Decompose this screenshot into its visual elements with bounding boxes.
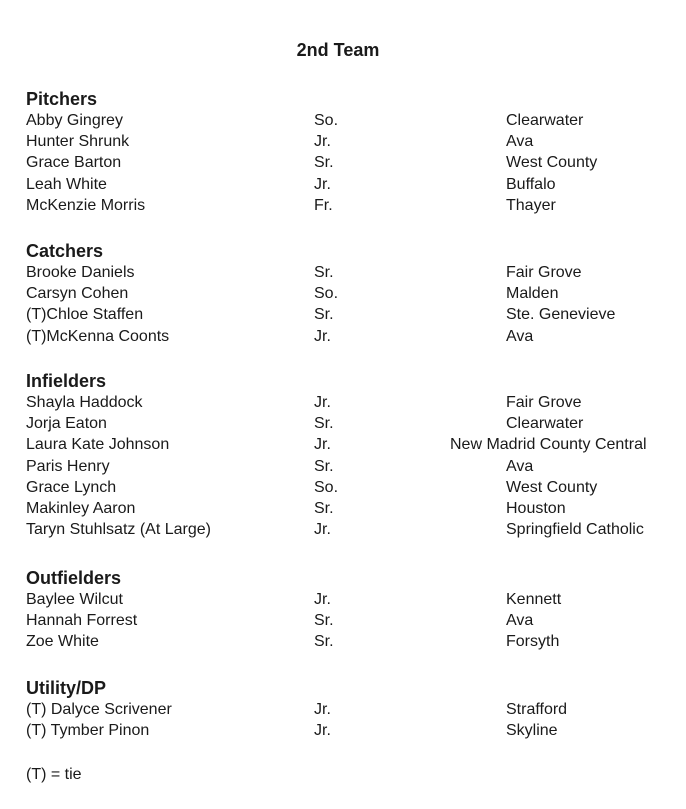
player-name: Zoe White: [26, 633, 99, 651]
player-name: Hunter Shrunk: [26, 133, 130, 151]
player-name: Brooke Daniels: [26, 264, 135, 281]
player-school: New Madrid County Central: [450, 436, 647, 454]
player-name: (T)Chloe Staffen: [26, 306, 144, 324]
player-grade: Jr.: [314, 327, 331, 345]
page-title: 2nd Team: [296, 40, 380, 60]
player-school: Clearwater: [506, 112, 584, 129]
player-grade: Jr.: [314, 394, 331, 411]
section-header-outfielders: Outfielders: [26, 568, 122, 588]
player-school: Ava: [506, 327, 534, 345]
section-utility-dp: [26, 677, 666, 741]
player-grade: Sr.: [314, 612, 334, 630]
player-grade: Sr.: [314, 264, 334, 281]
player-school: Clearwater: [506, 415, 584, 433]
player-name: (T)McKenna Coonts: [26, 327, 170, 345]
player-school: Ava: [506, 457, 534, 475]
player-grade: Jr.: [314, 701, 331, 718]
player-school: Forsyth: [506, 633, 560, 651]
player-row: [26, 456, 666, 477]
player-grade: Fr.: [314, 196, 333, 214]
player-row: [26, 262, 666, 283]
player-name: Shayla Haddock: [26, 394, 143, 411]
player-school: Ava: [506, 133, 534, 151]
player-name: Grace Lynch: [26, 478, 117, 496]
player-name: Leah White: [26, 175, 107, 193]
player-row: [26, 392, 666, 413]
player-grade: Jr.: [314, 521, 331, 539]
player-name: Laura Kate Johnson: [26, 436, 170, 454]
player-grade: Jr.: [314, 722, 331, 740]
player-school: West County: [506, 154, 598, 172]
player-row: [26, 304, 666, 325]
section-catchers: [26, 240, 666, 347]
section-header-utility-dp: Utility/DP: [26, 678, 107, 698]
player-row: [26, 434, 666, 455]
player-row: [26, 413, 666, 434]
section-outfielders: [26, 567, 666, 653]
player-grade: Sr.: [314, 499, 334, 517]
player-row: [26, 498, 666, 519]
player-name: (T) Tymber Pinon: [26, 722, 150, 740]
player-grade: Sr.: [314, 633, 334, 651]
player-school: Ava: [506, 612, 534, 630]
player-row: [26, 152, 666, 173]
player-row: [26, 699, 666, 720]
player-school: Malden: [506, 285, 559, 303]
player-name: (T) Dalyce Scrivener: [26, 701, 172, 718]
player-row: [26, 110, 666, 131]
player-school: Fair Grove: [506, 394, 582, 411]
player-name: Taryn Stuhlsatz (At Large): [26, 521, 211, 539]
player-name: Hannah Forrest: [26, 612, 138, 630]
player-grade: Jr.: [314, 133, 331, 151]
player-school: Ste. Genevieve: [506, 306, 616, 324]
section-header-infielders: Infielders: [26, 371, 107, 391]
player-row: [26, 720, 666, 741]
player-school: Skyline: [506, 722, 558, 740]
player-name: Paris Henry: [26, 457, 110, 475]
player-name: Carsyn Cohen: [26, 285, 129, 303]
player-grade: Jr.: [314, 175, 331, 193]
player-row: [26, 131, 666, 152]
player-name: McKenzie Morris: [26, 196, 146, 214]
section-pitchers: [26, 88, 666, 216]
player-name: Grace Barton: [26, 154, 122, 172]
player-row: [26, 631, 666, 652]
player-grade: Sr.: [314, 154, 334, 172]
player-school: Fair Grove: [506, 264, 582, 281]
player-row: [26, 519, 666, 540]
player-school: West County: [506, 478, 598, 496]
player-name: Baylee Wilcut: [26, 591, 123, 608]
section-header-catchers: Catchers: [26, 241, 104, 261]
section-infielders: [26, 370, 666, 540]
player-grade: So.: [314, 112, 339, 129]
player-school: Kennett: [506, 591, 562, 608]
player-school: Strafford: [506, 701, 568, 718]
section-header-pitchers: Pitchers: [26, 89, 98, 109]
footnote: (T) = tie: [26, 766, 82, 783]
player-grade: Jr.: [314, 436, 331, 454]
player-row: [26, 477, 666, 498]
player-row: [26, 610, 666, 631]
player-school: Buffalo: [506, 175, 556, 193]
player-name: Jorja Eaton: [26, 415, 107, 433]
player-grade: Sr.: [314, 415, 334, 433]
player-school: Thayer: [506, 196, 556, 214]
player-row: [26, 283, 666, 304]
player-row: [26, 326, 666, 347]
player-grade: So.: [314, 478, 339, 496]
player-name: Abby Gingrey: [26, 112, 123, 129]
player-grade: Jr.: [314, 591, 331, 608]
player-grade: Sr.: [314, 457, 334, 475]
player-row: [26, 195, 666, 216]
player-grade: So.: [314, 285, 339, 303]
player-row: [26, 589, 666, 610]
player-grade: Sr.: [314, 306, 334, 324]
player-school: Houston: [506, 499, 566, 517]
player-school: Springfield Catholic: [506, 521, 644, 539]
player-name: Makinley Aaron: [26, 499, 136, 517]
player-row: [26, 174, 666, 195]
